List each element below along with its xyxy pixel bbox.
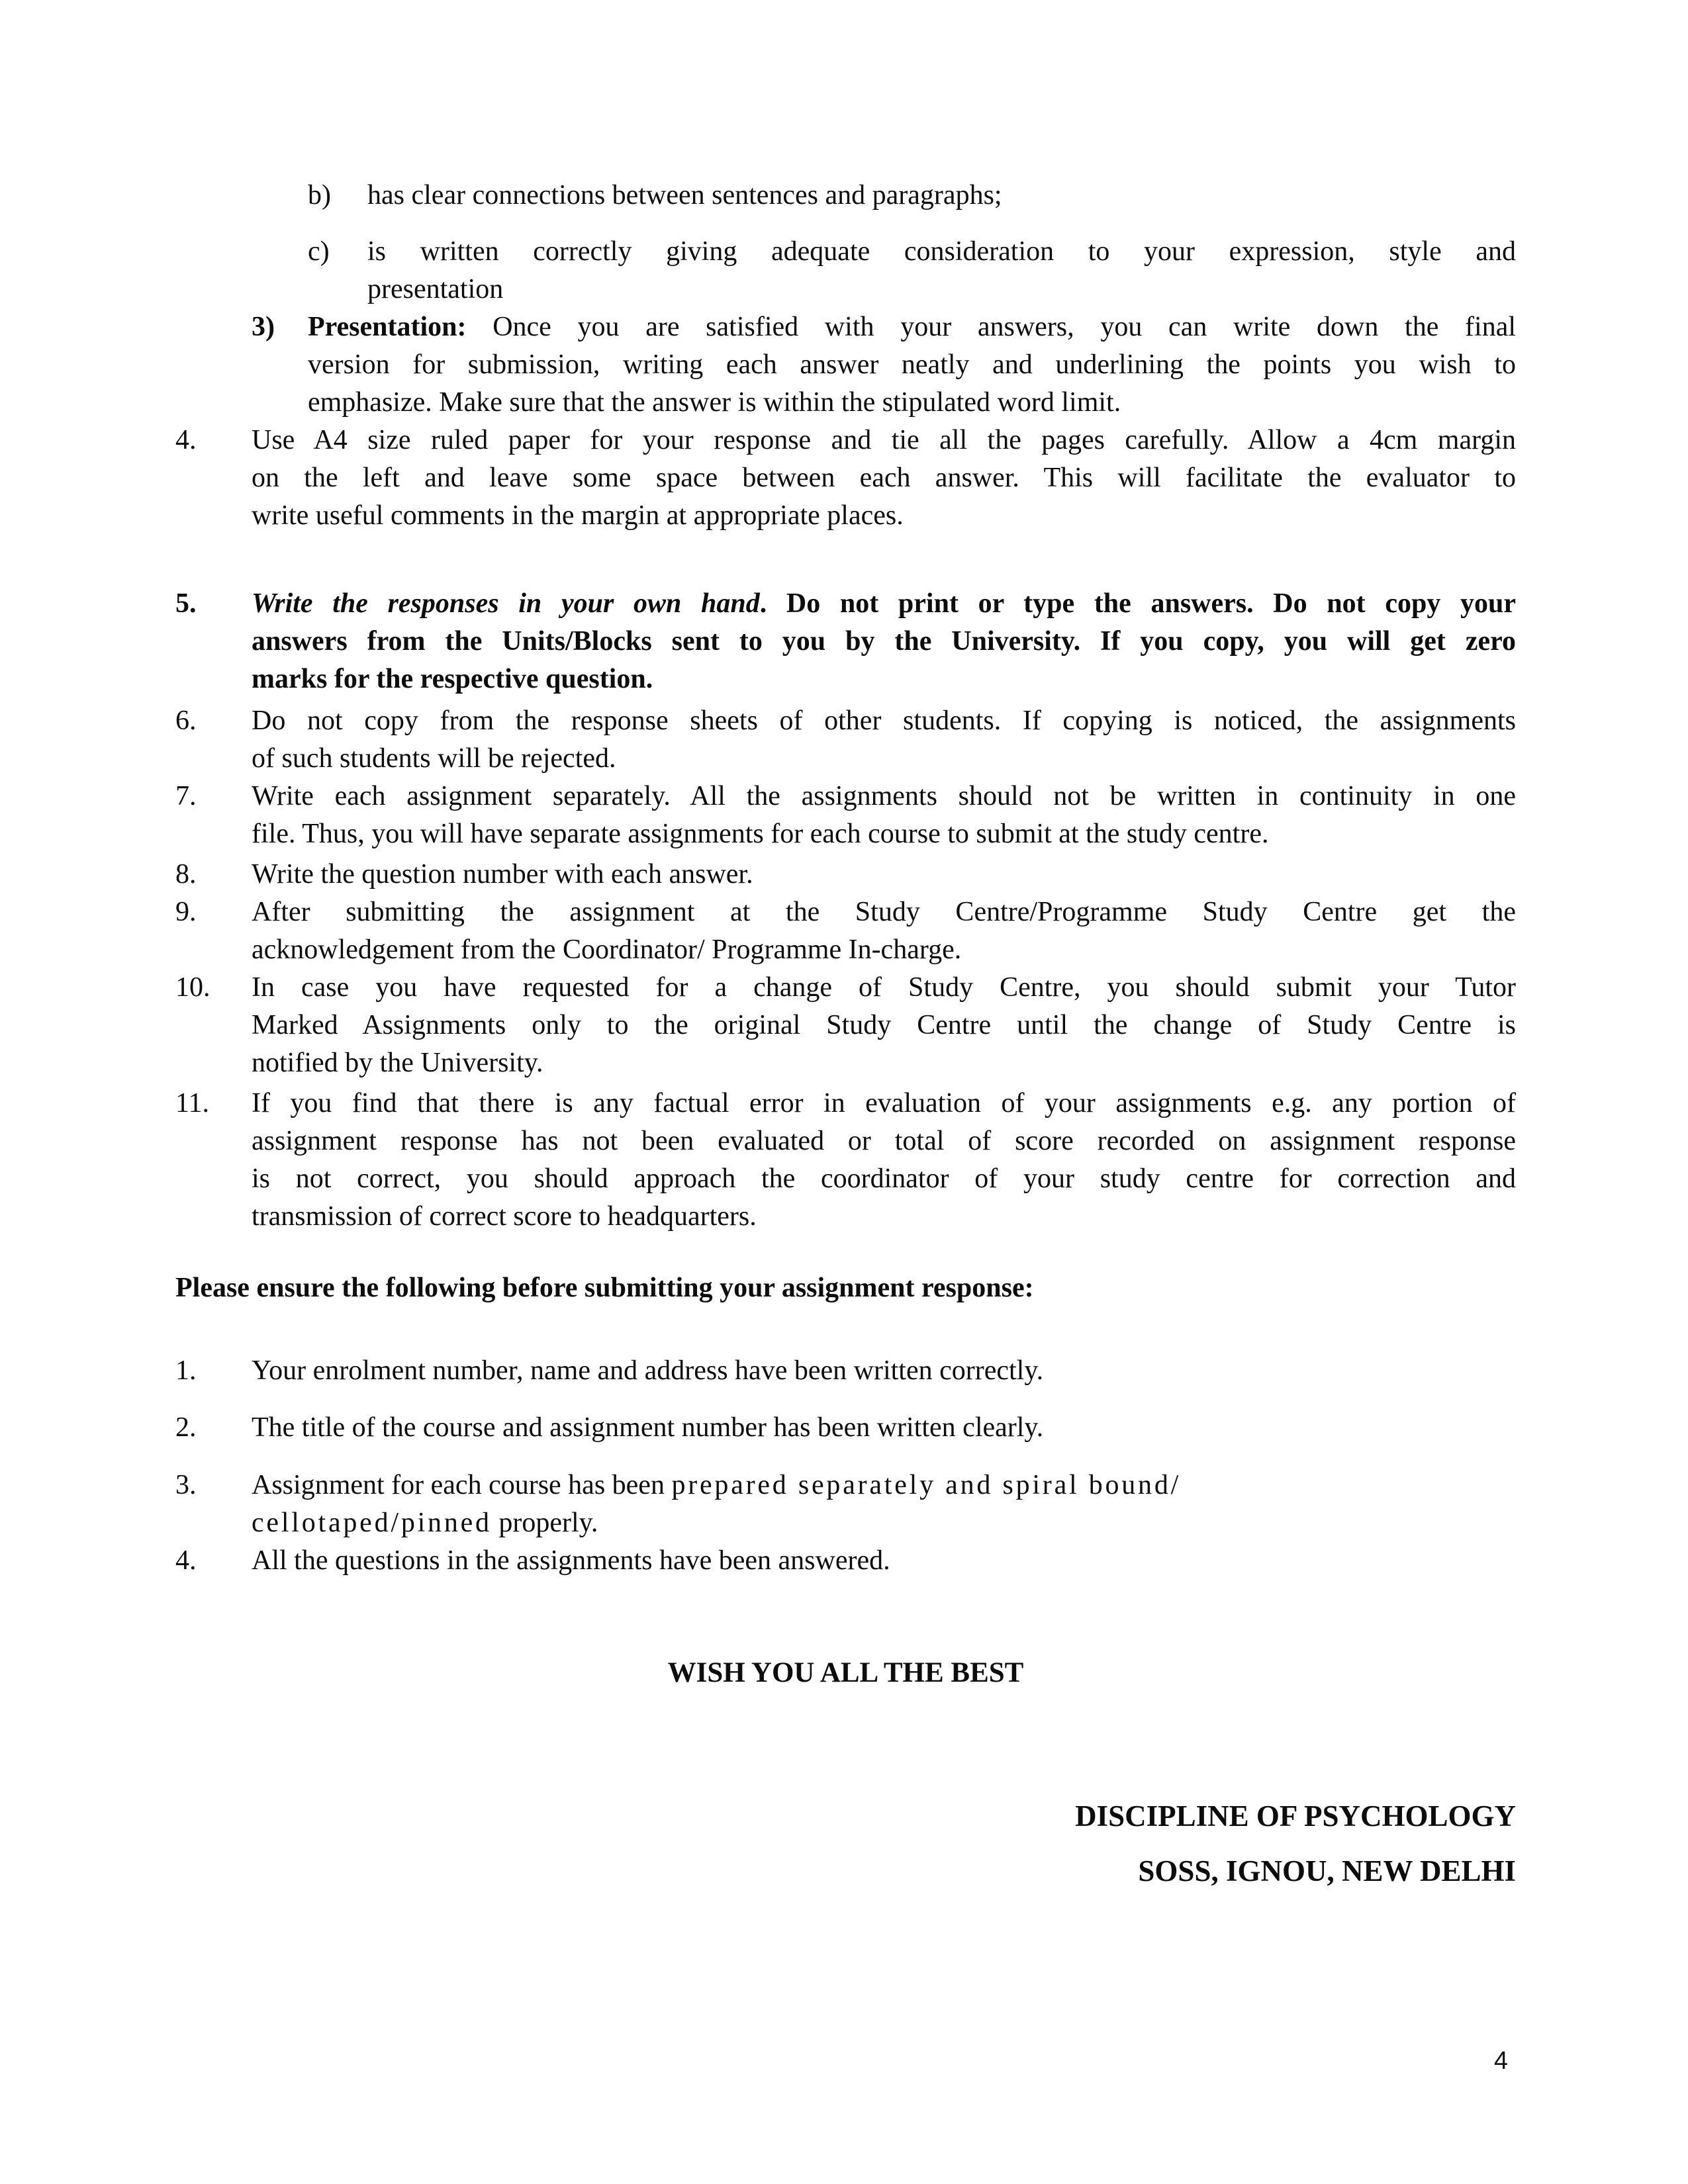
item-text: [252, 893, 1516, 969]
italic-run: Write the responses in your own hand: [252, 588, 760, 619]
text-line: write useful comments in the margin at appropriate places.: [252, 500, 904, 531]
item-text: [252, 1542, 1516, 1580]
list-item-6: [175, 702, 1516, 778]
text-line: If you find that there is any factual error in evaluation of your assignments e.g. any portion of: [252, 1088, 1516, 1118]
text-line: on the left and leave some space between each answer. This will facilitate the evaluator to: [252, 463, 1516, 493]
text-line: emphasize. Make sure that the answer is within the stipulated word limit.: [308, 387, 1121, 418]
text-run: Once you are satisfied with your answers, you can write down the final: [466, 312, 1516, 342]
text-line: Write each assignment separately. All the assignments should not be written in continuity in one: [252, 781, 1516, 811]
item-label: 3.: [175, 1470, 197, 1500]
item-text: [252, 778, 1516, 853]
item-label: 3): [252, 312, 275, 342]
text-line: is written correctly giving adequate consideration to your expression, style and: [367, 236, 1516, 267]
text-line: [252, 1504, 1516, 1542]
item-label: 2.: [175, 1412, 197, 1443]
closing-wish: WISH YOU ALL THE BEST: [667, 1657, 1024, 1688]
item-text: [252, 1467, 1516, 1542]
item-label: 6.: [175, 705, 197, 736]
text-line: [308, 308, 1516, 346]
text-line: assignment response has not been evaluated or total of score recorded on assignment response: [252, 1126, 1516, 1156]
text-run: . Do not print or type the answers. Do not copy your: [759, 588, 1516, 619]
text-line: All the questions in the assignments have been answered.: [252, 1545, 890, 1576]
item-text: [252, 1409, 1516, 1447]
item-label: 10.: [175, 972, 211, 1003]
item-text: [367, 177, 1516, 214]
text-line: [252, 585, 1516, 623]
text-run: Assignment for each course has been: [252, 1470, 672, 1500]
item-text: [252, 702, 1516, 778]
item-label: b): [308, 180, 331, 210]
text-line: transmission of correct score to headquarters.: [252, 1201, 757, 1232]
text-line: After submitting the assignment at the Study Centre/Programme Study Centre get the: [252, 897, 1516, 927]
document-content: [175, 177, 1516, 1890]
text-line: Your enrolment number, name and address have been written correctly.: [252, 1355, 1044, 1386]
item-text: [252, 422, 1516, 535]
text-line: is not correct, you should approach the coordinator of your study centre for correction and: [252, 1163, 1516, 1194]
list-item-3-presentation: [252, 308, 1516, 422]
list-item-7: [175, 778, 1516, 853]
list-item-10: [175, 969, 1516, 1082]
text-line: file. Thus, you will have separate assignments for each course to submit at the study centre.: [252, 819, 1269, 849]
spaced-run: prepared separately and spiral bound/: [671, 1470, 1182, 1500]
item-label: c): [308, 236, 330, 267]
closing-discipline: DISCIPLINE OF PSYCHOLOGY: [1075, 1799, 1516, 1833]
item-text: [252, 856, 1516, 893]
ensure-heading: Please ensure the following before submitting your assignment response:: [175, 1273, 1034, 1303]
text-line: of such students will be rejected.: [252, 743, 616, 774]
list-item-11: [175, 1085, 1516, 1236]
text-line: In case you have requested for a change of Study Centre, you should submit your Tutor: [252, 972, 1516, 1003]
closing-address: SOSS, IGNOU, NEW DELHI: [1138, 1854, 1516, 1888]
text-line: marks for the respective question.: [252, 664, 653, 694]
item-text: [252, 585, 1516, 698]
text-line: Write the question number with each answer.: [252, 859, 753, 889]
list-item-9: [175, 893, 1516, 969]
item-label: 4.: [175, 1545, 197, 1576]
text-line: [252, 1467, 1516, 1504]
checklist-item-1: [175, 1352, 1516, 1390]
text-line: Use A4 size ruled paper for your response and tie all the pages carefully. Allow a 4cm margin: [252, 425, 1516, 455]
text-line: version for submission, writing each answer neatly and underlining the points you wish to: [308, 349, 1516, 380]
page-number: 4: [1493, 2047, 1508, 2075]
text-line: Do not copy from the response sheets of other students. If copying is noticed, the assignments: [252, 705, 1516, 736]
item-text: [252, 969, 1516, 1082]
list-item-b: [308, 177, 1516, 214]
list-item-5: [175, 585, 1516, 698]
presentation-lead: Presentation:: [308, 312, 467, 342]
checklist-item-3: [175, 1467, 1516, 1542]
list-item-4: [175, 422, 1516, 535]
item-label: 7.: [175, 781, 197, 811]
spaced-run: cellotaped/pinned: [252, 1508, 492, 1538]
text-line: notified by the University.: [252, 1048, 543, 1078]
item-label: 11.: [175, 1088, 209, 1118]
item-label: 1.: [175, 1355, 197, 1386]
text-line: presentation: [367, 274, 504, 304]
text-line: Marked Assignments only to the original Study Centre until the change of Study Centre is: [252, 1010, 1516, 1040]
checklist-item-4: [175, 1542, 1516, 1580]
item-label: 4.: [175, 425, 197, 455]
item-label: 9.: [175, 897, 197, 927]
text-line: has clear connections between sentences and paragraphs;: [367, 180, 1002, 210]
item-label: 8.: [175, 859, 197, 889]
checklist-item-2: [175, 1409, 1516, 1447]
text-line: acknowledgement from the Coordinator/ Programme In-charge.: [252, 934, 962, 965]
item-text: [252, 1085, 1516, 1236]
item-text: [308, 308, 1516, 422]
text-line: answers from the Units/Blocks sent to you by the University. If you copy, you will get zero: [252, 626, 1516, 657]
item-text: [252, 1352, 1516, 1390]
item-text: [367, 233, 1516, 308]
list-item-8: [175, 856, 1516, 893]
item-label: 5.: [175, 588, 197, 619]
text-run: properly.: [491, 1508, 598, 1538]
list-item-c: [308, 233, 1516, 308]
text-line: The title of the course and assignment number has been written clearly.: [252, 1412, 1044, 1443]
